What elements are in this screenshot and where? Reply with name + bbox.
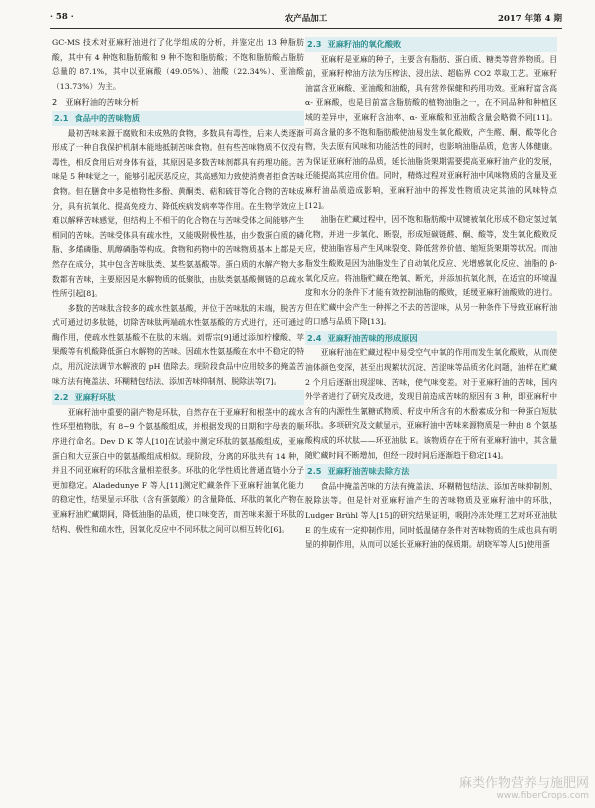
subsection-heading-2-4 (305, 331, 557, 346)
subsection-heading-2-1 (52, 111, 304, 126)
subsection-heading-2-3 (305, 37, 557, 52)
issue-label: 2017 年第 4 期 (498, 14, 562, 24)
body-paragraph: 最初苦味来源于腐败和未成熟的食物，多数具有毒性，后来人类逐渐形成了一种自我保护机制本能地抵制苦味食物。但有些苦味物质不仅没有毒性，相反食用后对身体有益，其原因是多数苦味剂都具有药理功能。苦味是 5 种味觉之一，能够引起厌恶反应，其高感知力致使消费者拒食苦味食物。但在膳食中多是植物性多酚、黄酮类、萜和硫苷等化合物的苦味成分，具有抗氧化、提高免疫力、降低疾病发病率等作用。在生物学效应上难以解释苦味感觉，但结构上不相干的化合物在与苦味受体之间能够产生相同的苦味。苦味受体具有疏水性，又能吸附极性基，由少数蛋白质的磷脂、多烯磷脂、肌醇磷脂等构成。食物和药物中的苦味物质基本上都是天然存在成分，其中包含苦味肽类、某些氨基酸等。蛋白质的水解产物大多数都有苦味，主要原因是水解物质的低聚肽，由肽类氨基酸侧链的总疏水性所引起[8]。 (52, 128, 304, 299)
body-paragraph: 多数的苦味肽含较多的疏水性氨基酸，并位于苦味肽的末端，脱苦方式可通过切多肽链，切除苦味肽两端疏水性氨基酸的方式进行，还可通过酶作用，使疏水性氨基酸不在肽的末端。刘帮宗[9]通过添加柠檬酸、苹果酸等有机酸降低蛋白水解物的苦味。因疏水性氨基酸在水中不稳定的特点，用沉淀法调节水解液的 pH 值除去。现阶段食品中应用较多的掩盖苦味方法有掩盖法、环糊精包结法、添加苦味抑制剂、脱除法等[7]。 (52, 303, 304, 386)
body-paragraph: 亚麻籽油在贮藏过程中易受空气中氧的作用而发生氧化酸败，从而使油体颜色变深，甚至出现絮状沉淀、苦涩味等品质劣化问题，油样在贮藏 2 个月后逐渐出现涩味、苦味，使气味变差。对于亚麻籽油的苦味，国内外学者进行了研究及改进，发现目前造成苦味的原因有 3 种，即亚麻籽中含有的内源性生氰糖甙物质、籽皮中所含有的木酚素成分和一种蛋白短肽环肽。多项研究及文献显示，亚麻籽油中苦味来源物质是一种由 8 个氨基酸构成的环状肽——环亚油肽 E。该物质存在于所有亚麻籽油中，其含量随贮藏时间不断增加，但经一段时间后逐渐趋于稳定[14]。 (305, 348, 557, 460)
site-watermark (459, 776, 589, 802)
section-number: 2 (52, 97, 58, 108)
subsection-number: 2.4 (307, 332, 322, 343)
intro-paragraph: GC-MS 技术对亚麻籽油进行了化学组成的分析，并鉴定出 13 种脂肪酸，其中有 4 种饱和脂肪酸和 9 种不饱和脂肪酸；不饱和脂肪酸占脂肪总量的 87.1%，其中以亚麻酸（49.05%）、油酸（22.34%）、亚油酸（13.73%）为主。 (52, 38, 304, 91)
journal-title: 农产品加工 (284, 14, 328, 24)
subsection-number: 2.5 (307, 466, 322, 477)
subsection-title: 亚麻籽油苦味的形成原因 (327, 332, 418, 343)
page-number: · 58 · (50, 12, 74, 22)
page-header (50, 12, 562, 28)
section-heading-2 (52, 95, 304, 110)
subsection-heading-2-5 (305, 464, 557, 479)
right-column (305, 36, 557, 766)
subsection-title: 食品中的苦味物质 (74, 112, 141, 123)
body-paragraph: 食品中掩盖苦味的方法有掩盖法、环糊精包结法、添加苦味抑制剂、脱除法等。但是针对亚麻籽油产生的苦味物质及亚麻籽油中的环肽，Ludger Brühl 等人[15]的研究结果证明，吸附冷冻处理工艺对环亚油肽 E 的生成有一定抑制作用，同时低温储存条件对苦味物质的生成也具有明显的抑制作用，从而可以延长亚麻籽油的保质期。胡晓军等人[5]使用蛋 (305, 481, 557, 550)
body-paragraph: 亚麻籽油中重要的副产物是环肽，自然存在于亚麻籽和根茎中的疏水性环型植物肽，有 8~9 个氨基酸组成，并根据发现的日期和字母表的顺序进行命名。Dev D K 等人[10]在试验中测定环肽的氨基酸组成，亚麻蛋白和大豆蛋白中的氨基酸组成相似。现阶段，分离的环肽共有 14 种，并且不同亚麻籽的环肽含量相差很多。环肽的化学性质比普通直链小分子更加稳定。Aladedunye F 等人[11]测定贮藏条件下亚麻籽油氧化能力的稳定性，结果显示环肽（含有蛋氨酸）的含量降低、环肽的氧化产物在亚麻籽油贮藏期间，降低油脂的品质，使口味变苦，而苦味来源于环肽的结构、极性和疏水性，因氧化反应中不同环肽之间可以相互转化[6]。 (52, 407, 304, 534)
left-column (52, 36, 304, 766)
subsection-number: 2.2 (54, 392, 69, 403)
subsection-title: 亚麻籽油苦味去除方法 (327, 466, 410, 477)
subsection-title: 亚麻籽环肽 (74, 392, 116, 403)
body-paragraph: 亚麻籽是亚麻的种子，主要含有脂肪、蛋白质、糖类等营养物质。目前，亚麻籽榨油方法为压榨法、浸出法、超临界 CO2 萃取工艺。亚麻籽油富含亚麻酸、亚油酸和油酸，具有营养保健和药用功效。亚麻籽富含高 α- 亚麻酸，也是目前富含脂肪酸的植物油脂之一，在不同品种和种植区域的差异中，亚麻籽含油率、α- 亚麻酸和亚油酸含量会略微不同[11]。可高含量的多不饱和脂肪酸使油易发生氧化酸败，产生醛、酮、酸等化合物，失去原有风味和功能活性的同时，也影响油脂品质，危害人体健康。为保证亚麻籽油的品质，延长油脂货架期需要提高亚麻籽油产业的发展，还能提高其应用价值。同时，精炼过程对亚麻籽油中风味物质的含量及亚麻籽油品质造成影响，亚麻籽油中的挥发性物质决定其油的风味特点[12]。 (305, 54, 557, 210)
watermark-url: www.fiberCrops.com (496, 791, 589, 801)
subsection-number: 2.1 (54, 112, 69, 123)
subsection-heading-2-2 (52, 390, 304, 405)
subsection-number: 2.3 (307, 39, 322, 49)
header-rule (50, 28, 562, 29)
body-paragraph: 油脂在贮藏过程中，因不饱和脂肪酸中双键被氧化形成不稳定氢过氧化物，并进一步氧化、断裂，形成短碳链醛、酮、酸等，发生氧化酸败反应，使油脂容易产生风味裂变、降低营养价值、缩短货架期等状况。而油脂发生酸败是因为油脂发生了自动氧化反应、光增感氧化反应、油脂的 β- 氧化反应。将油脂贮藏在绝氧、断光，并添加抗氧化剂，在适宜的环境温度和水分的条件下才能有效控制油脂的酸败，延缓亚麻籽油酸败的进行。但在贮藏中会产生一种挥之不去的苦涩味，从另一种条件下导致亚麻籽油的口感与品质下降[13]。 (305, 215, 557, 327)
section-title: 亚麻籽油的苦味分析 (65, 97, 139, 108)
subsection-title: 亚麻籽油的氧化酸败 (327, 39, 402, 49)
watermark-title: 麻类作物营养与施肥网 (458, 776, 589, 791)
